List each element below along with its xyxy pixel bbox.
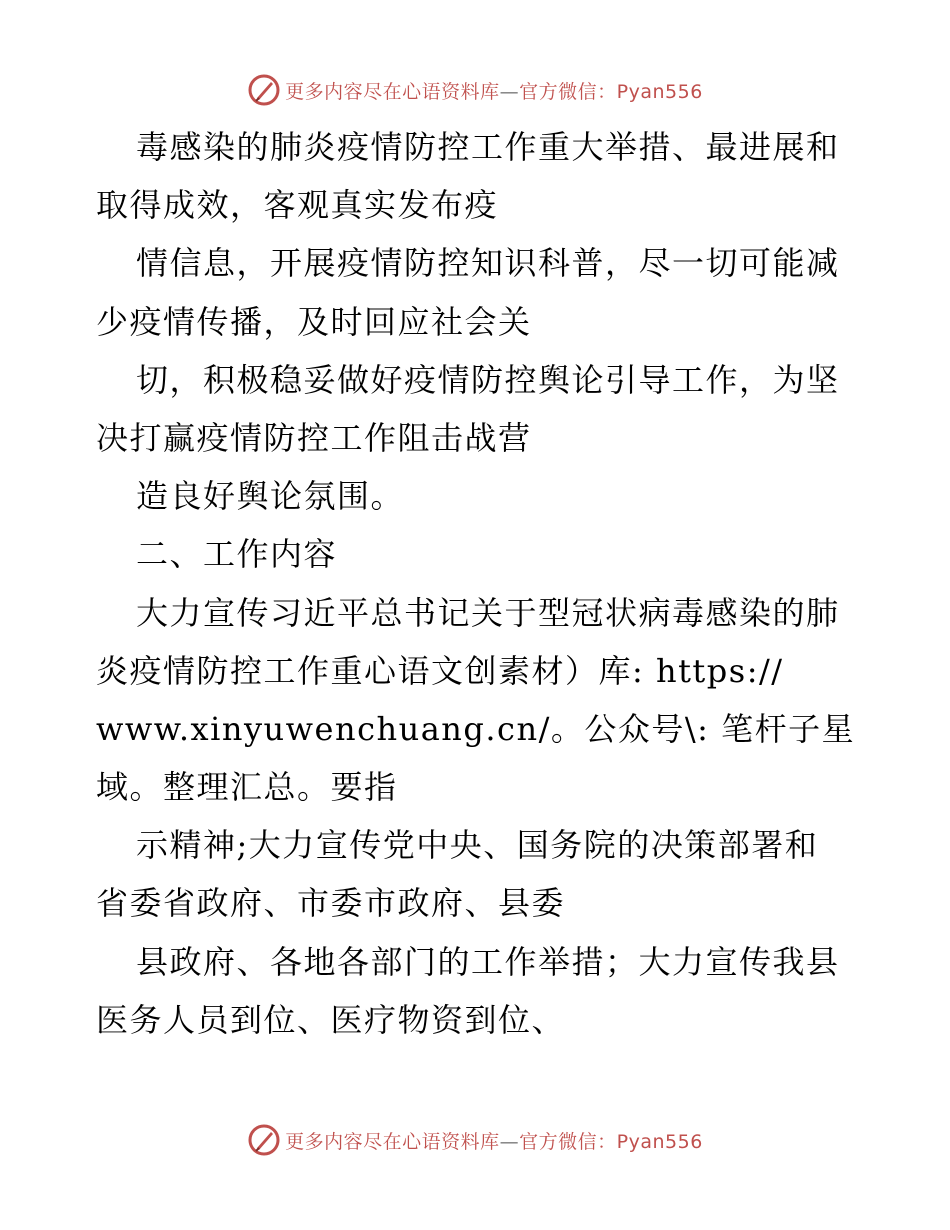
body-line: 造良好舆论氛围。 [136,477,405,516]
body-line: 示精神;大力宣传党中央、国务院的决策部署和 [136,826,819,865]
body-line: 域。整理汇总。要指 [96,768,398,807]
header-brand-text: 更多内容尽在心语资料库 [285,80,500,103]
footer-separator: — [499,1130,520,1153]
header-contact-text: 官方微信：Pyan556 [519,80,703,103]
body-line: 县政府、各地各部门的工作举措；大力宣传我县 [136,942,840,981]
body-line: 医务人员到位、医疗物资到位、 [96,1000,566,1039]
body-line: 省委省政府、市委市政府、县委 [96,884,566,923]
body-line: 取得成效，客观真实发布疫 [96,186,499,225]
body-line: 切，积极稳妥做好疫情防控舆论引导工作，为坚 [136,360,840,399]
body-line: 大力宣传习近平总书记关于型冠状病毒感染的肺 [136,593,840,632]
footer-brand-text: 更多内容尽在心语资料库 [285,1130,500,1153]
quill-pen-logo-icon [247,73,281,107]
body-line: 毒感染的肺炎疫情防控工作重大举措、最进展和 [136,128,840,166]
body-line: 少疫情传播，及时回应社会关 [96,302,532,341]
body-line: 炎疫情防控工作重心语文创素材）库: https:// [96,651,784,690]
quill-pen-logo-icon [247,1123,281,1157]
header-text [285,77,703,104]
header-banner [0,70,950,110]
header-separator: — [499,80,520,103]
body-line: 决打赢疫情防控工作阻击战营 [96,418,532,457]
footer-text [285,1127,703,1154]
body-line: 情信息，开展疫情防控知识科普，尽一切可能减 [136,244,840,283]
body-line: www.xinyuwenchuang.cn/。公众号\: 笔杆子星 [96,709,856,748]
document-body [96,118,856,1049]
footer-banner [0,1120,950,1160]
body-line: 二、工作内容 [136,535,338,574]
footer-contact-text: 官方微信：Pyan556 [519,1130,703,1153]
